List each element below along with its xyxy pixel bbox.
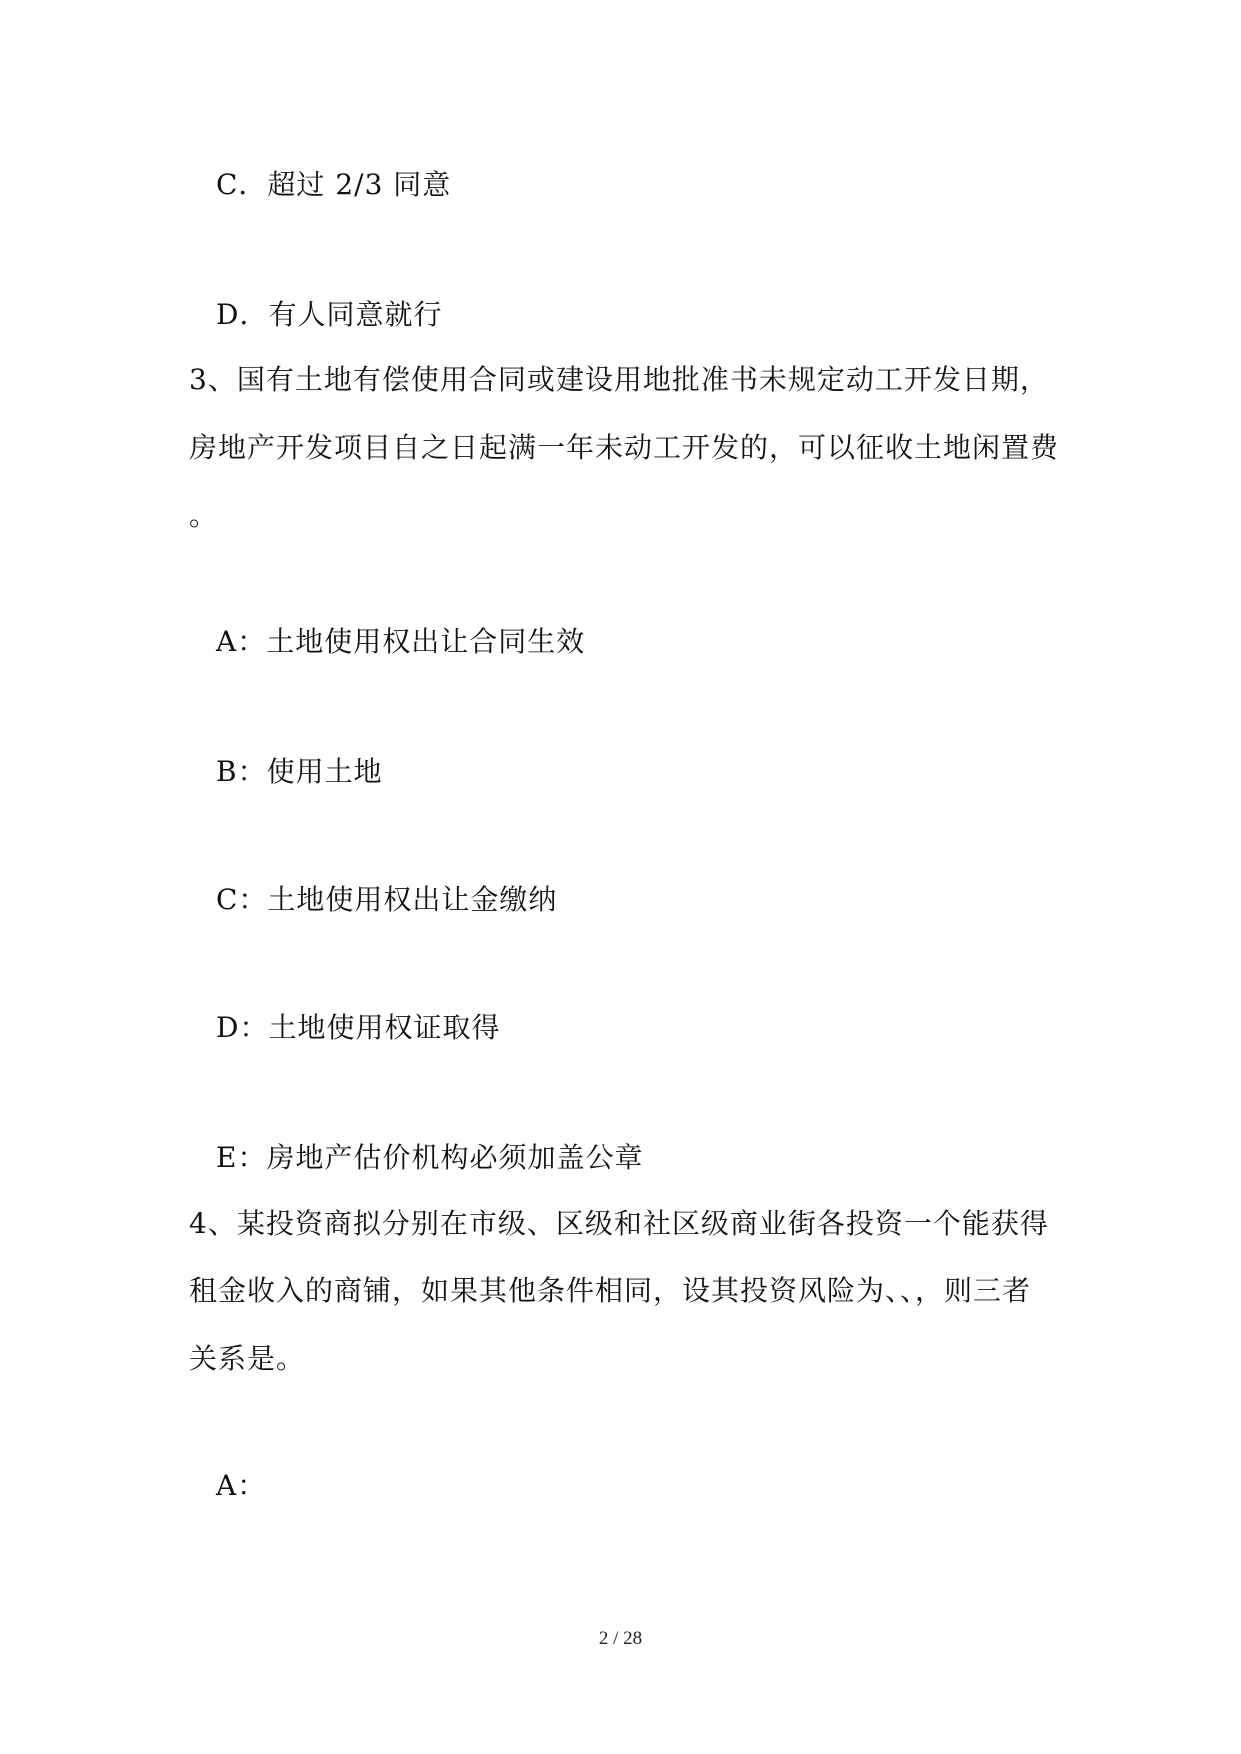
question-3-text-line-2: 房地产开发项目自之日起满一年未动工开发的，可以征收土地闲置费	[189, 431, 1060, 464]
question-3-option-b: B：使用土地	[216, 755, 383, 788]
question-4-text-line-1: 4、某投资商拟分别在市级、区级和社区级商业街各投资一个能获得	[189, 1207, 1049, 1240]
question-3-option-c: C：土地使用权出让金缴纳	[216, 883, 558, 916]
question-4-text-line-2: 租金收入的商铺，如果其他条件相同，设其投资风险为、、，则三者	[189, 1274, 1032, 1307]
question-4-option-a: A：	[216, 1469, 267, 1502]
question-3-option-d: D：土地使用权证取得	[216, 1011, 501, 1044]
question-3-option-a: A：土地使用权出让合同生效	[216, 625, 586, 658]
page-number: 2 / 28	[598, 1628, 643, 1649]
question-3-text-line-3: 。	[189, 499, 219, 532]
question-2-option-c: C．超过 2/3 同意	[216, 168, 452, 201]
question-3-text-line-1: 3、国有土地有偿使用合同或建设用地批准书未规定动工开发日期，	[189, 363, 1049, 396]
question-2-option-d: D．有人同意就行	[216, 298, 443, 331]
question-3-option-e: E：房地产估价机构必须加盖公章	[216, 1141, 644, 1174]
question-4-text-line-3: 关系是。	[189, 1342, 306, 1375]
